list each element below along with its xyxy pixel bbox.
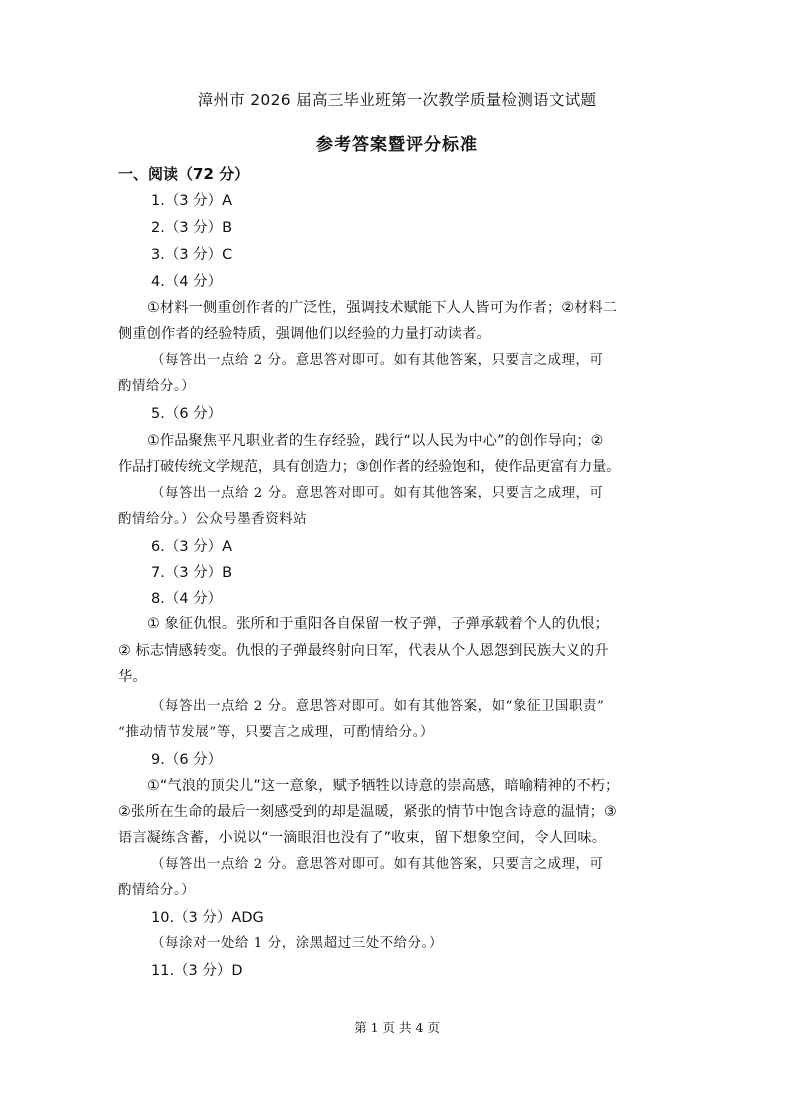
answer-q9-heading: 9.（6 分）	[151, 752, 223, 768]
answer-q8-text-line3: 华。	[118, 669, 147, 685]
answer-q4-text-line2: 侧重创作者的经验特质，强调他们以经验的力量打动读者。	[118, 326, 491, 342]
answer-q8-heading: 8.（4 分）	[151, 591, 223, 607]
answer-q1: 1.（3 分）A	[151, 193, 233, 209]
answer-q9-scoring-note-line1: （每答出一点给 2 分。意思答对即可。如有其他答案，只要言之成理，可	[151, 857, 604, 872]
answer-q10-scoring-note: （每涂对一处给 1 分，涂黑超过三处不给分。）	[151, 936, 443, 951]
answer-q8-scoring-note-line1: （每答出一点给 2 分。意思答对即可。如有其他答案，如“象征卫国职责”	[151, 699, 605, 714]
answer-q9-scoring-note-line2: 酌情给分。）	[118, 883, 196, 898]
answer-q4-heading: 4.（4 分）	[151, 274, 223, 290]
answer-q5-heading: 5.（6 分）	[151, 406, 223, 422]
answer-q5-text-line1: ①作品聚焦平凡职业者的生存经验，践行“以人民为中心”的创作导向；②	[147, 433, 604, 449]
answer-q2: 2.（3 分）B	[151, 220, 233, 236]
document-subtitle: 参考答案暨评分标准	[316, 135, 478, 155]
answer-q11: 11.（3 分）D	[151, 963, 243, 979]
answer-q8-scoring-note-line2: “推动情节发展”等，只要言之成理，可酌情给分。）	[118, 725, 434, 740]
answer-q5-scoring-note-line1: （每答出一点给 2 分。意思答对即可。如有其他答案，只要言之成理，可	[151, 486, 604, 501]
answer-q7: 7.（3 分）B	[151, 565, 233, 581]
answer-q10: 10.（3 分）ADG	[151, 910, 264, 926]
answer-q9-text-line2: ②张所在生命的最后一刻感受到的却是温暖，紧张的情节中饱含诗意的温情；③	[118, 804, 617, 820]
answer-q3: 3.（3 分）C	[151, 247, 233, 263]
answer-q6: 6.（3 分）A	[151, 539, 233, 555]
answer-q4-scoring-note-line2: 酌情给分。）	[118, 379, 196, 394]
answer-q4-text-line1: ①材料一侧重创作者的广泛性，强调技术赋能下人人皆可为作者；②材料二	[147, 300, 618, 316]
answer-q9-text-line3: 语言凝练含蓄，小说以“一滴眼泪也没有了”收束，留下想象空间，令人回味。	[118, 830, 607, 846]
answer-q4-scoring-note-line1: （每答出一点给 2 分。意思答对即可。如有其他答案，只要言之成理，可	[151, 353, 604, 368]
section-heading-reading: 一、阅读（72 分）	[118, 165, 250, 183]
document-title: 漳州市 2026 届高三毕业班第一次教学质量检测语文试题	[197, 91, 597, 109]
answer-q5-text-line2: 作品打破传统文学规范，具有创造力；③创作者的经验饱和，使作品更富有力量。	[118, 459, 621, 475]
answer-q8-text-line2: ② 标志情感转变。仇恨的子弹最终射向日军，代表从个人恩怨到民族大义的升	[118, 643, 609, 659]
answer-q9-text-line1: ①“气浪的顶尖儿”这一意象，赋予牺牲以诗意的崇高感，暗喻精神的不朽；	[147, 778, 620, 794]
answer-q5-scoring-note-line2: 酌情给分。）公众号墨香资料站	[118, 512, 308, 527]
page-number-footer: 第 1 页 共 4 页	[354, 1020, 440, 1035]
answer-q8-text-line1: ① 象征仇恨。张所和于重阳各自保留一枚子弹，子弹承载着个人的仇恨；	[147, 616, 609, 632]
